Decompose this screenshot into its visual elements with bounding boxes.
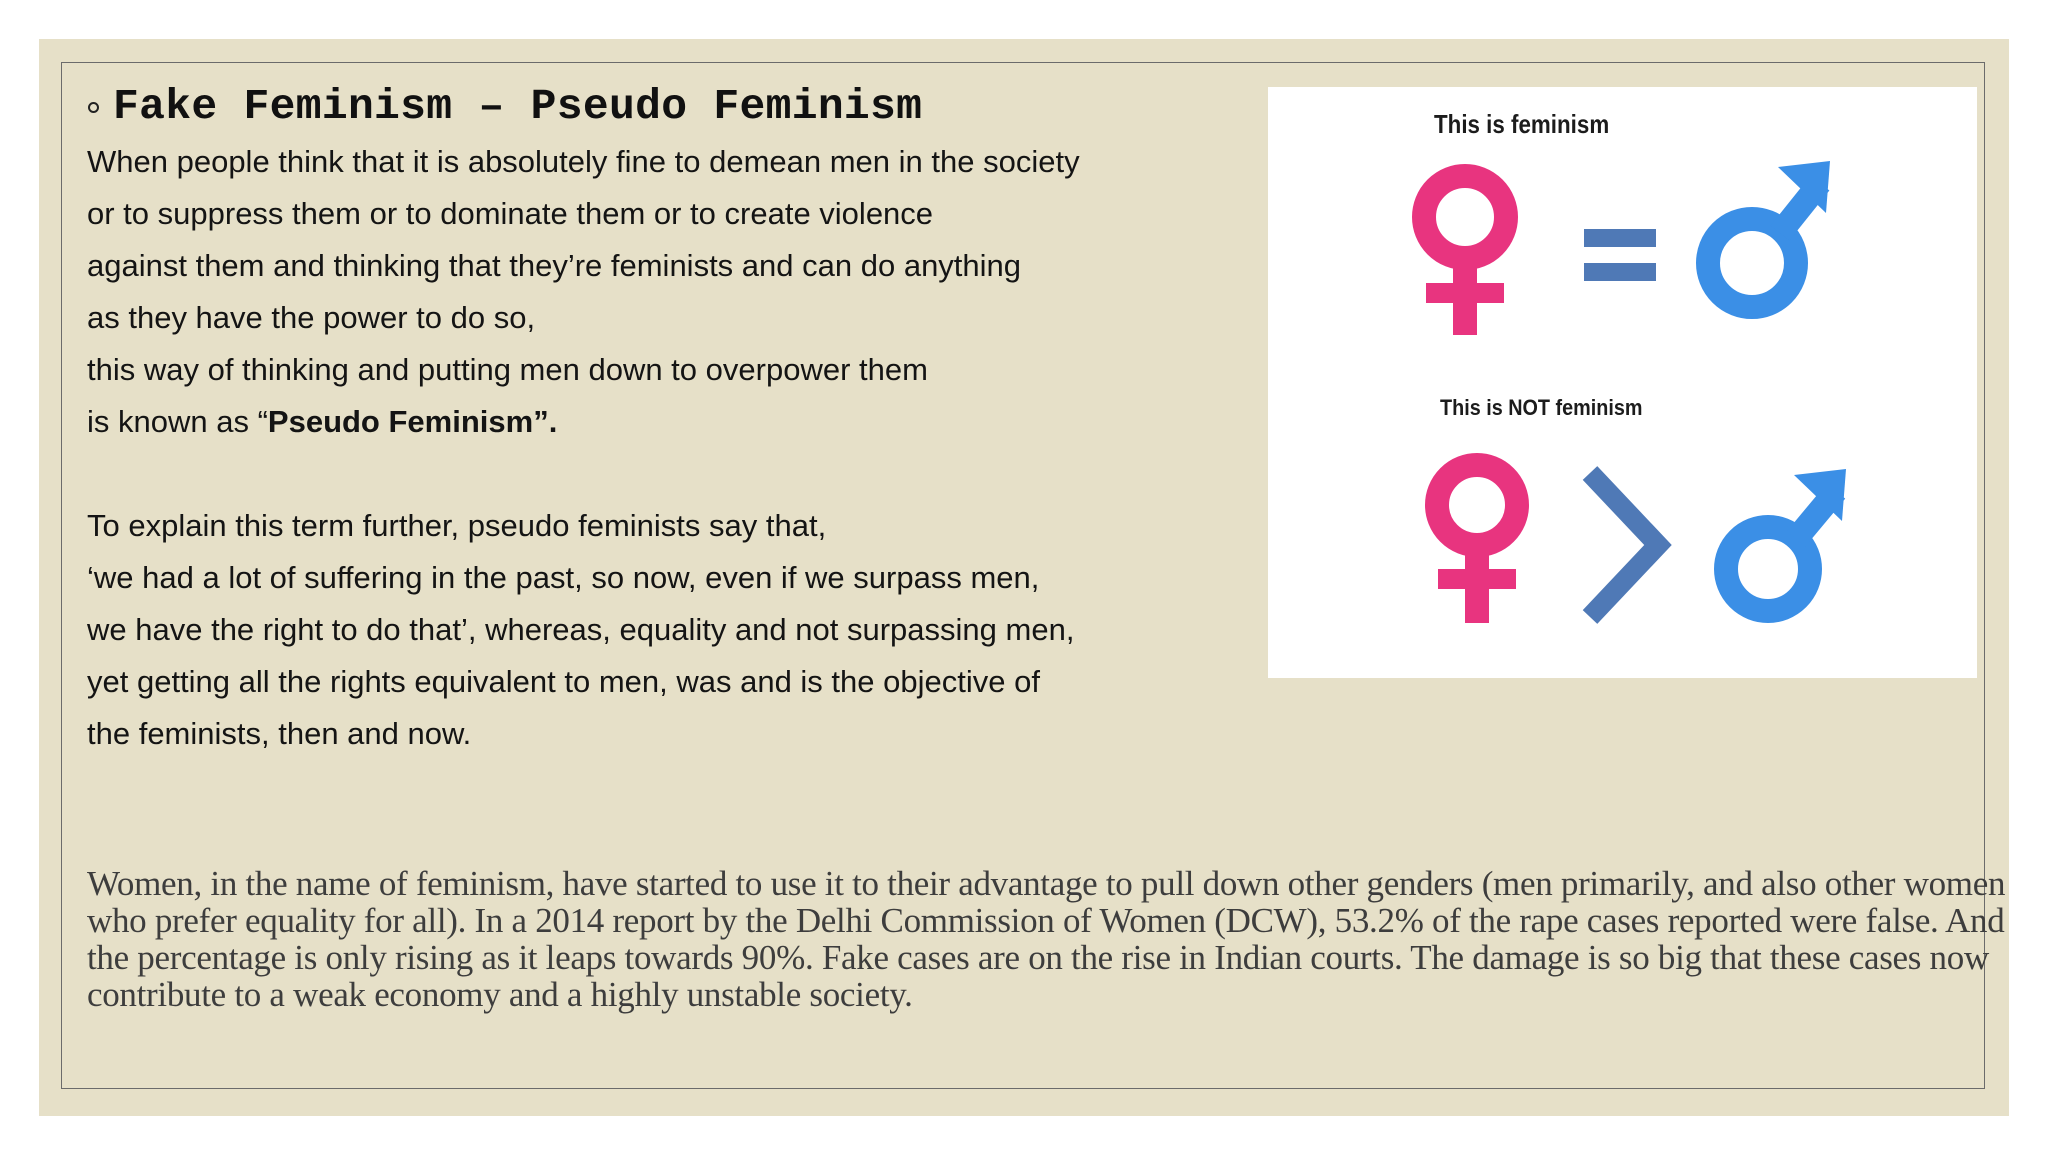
body-text: [87, 136, 1247, 760]
paragraph2-line: To explain this term further, pseudo feminists say that,: [87, 508, 827, 543]
paragraph1-line: as they have the power to do so,: [87, 300, 536, 335]
pseudo-feminism-term: Pseudo Feminism”.: [267, 404, 558, 439]
paragraph1-line: When people think that it is absolutely fine to demean men in the society: [87, 144, 1080, 179]
bottom-paragraph: Women, in the name of feminism, have started to use it to their advantage to pull down other genders (men primarily, and also other women who prefer equality for all). In a 2014 report by the Delhi Commission of Women (DCW), 53.2% of the rape cases reported were false. And the percentage is only rising as it leaps towards 90%. Fake cases are on the rise in Indian courts. The damage is so big that these cases now contribute to a weak economy and a highly unstable society.: [87, 864, 2006, 1014]
paragraph2-line: yet getting all the rights equivalent to men, was and is the objective of: [87, 664, 1040, 699]
heading-row: [88, 78, 922, 134]
feminism-illustration: [1268, 87, 1977, 678]
paragraph1-last-line: [87, 396, 1247, 448]
paragraph2-line: we have the right to do that’, whereas, equality and not surpassing men,: [87, 612, 1075, 647]
female-symbol-icon: [1420, 447, 1550, 637]
bullet-icon: [88, 102, 99, 113]
female-symbol-icon: [1408, 157, 1538, 347]
greater-than-icon: [1576, 465, 1676, 625]
slide-heading: Fake Feminism – Pseudo Feminism: [113, 81, 923, 131]
paragraph2-line: ‘we had a lot of suffering in the past, so now, even if we surpass men,: [87, 560, 1040, 595]
paragraph1-line: this way of thinking and putting men down to overpower them: [87, 352, 928, 387]
paragraph-spacer: [87, 448, 1247, 500]
male-symbol-icon: [1696, 157, 1836, 327]
paragraph2-line: the feminists, then and now.: [87, 716, 472, 751]
paragraph1-line: against them and thinking that they’re feminists and can do anything: [87, 248, 1022, 283]
caption-this-is-not-feminism: This is NOT feminism: [1440, 395, 1643, 420]
male-symbol-icon: [1712, 465, 1852, 635]
paragraph1-last-prefix: is known as “: [87, 404, 268, 439]
caption-this-is-feminism: This is feminism: [1434, 109, 1610, 139]
paragraph1-line: or to suppress them or to dominate them or to create violence: [87, 196, 934, 231]
equals-icon: [1580, 223, 1660, 289]
